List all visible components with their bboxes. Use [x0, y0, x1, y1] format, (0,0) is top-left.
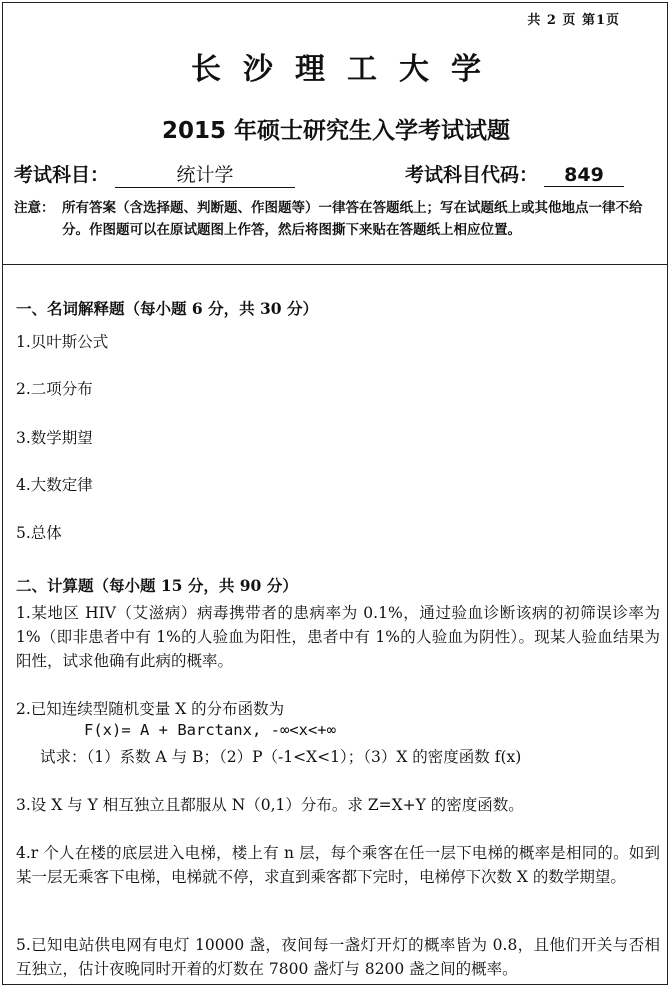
term-item: 1.贝叶斯公式	[16, 333, 109, 351]
term-item: 3.数学期望	[16, 429, 93, 447]
question-2-ask: 试求：（1）系数 A 与 B；（2）P（-1<X<1）；（3）X 的密度函数 f(x)	[40, 748, 522, 766]
subject-label: 考试科目：	[14, 164, 110, 186]
subject-code-row	[405, 160, 624, 187]
question-3: 3.设 X 与 Y 相互独立且都服从 N（0,1）分布。求 Z=X+Y 的密度函数。	[16, 796, 524, 814]
exam-title: 2015 年硕士研究生入学考试试题	[161, 118, 511, 144]
page-count: 共 2 页 第1页	[527, 13, 620, 28]
question-4: 4.r 个人在楼的底层进入电梯，楼上有 n 层，每个乘客在任一层下电梯的概率是相同的。如到某一层无乘客下电梯，电梯就不停，求直到乘客都下完时，电梯停下次数 X 的数学期望。	[16, 844, 660, 886]
question-2-intro: 2.已知连续型随机变量 X 的分布函数为	[16, 700, 285, 718]
page-border	[2, 2, 668, 985]
term-item: 2.二项分布	[16, 380, 93, 398]
notice-text: 所有答案（含选择题、判断题、作图题等）一律答在答题纸上；写在试题纸上或其他地点一律不给分。作图题可以在原试题图上作答，然后将图撕下来贴在答题纸上相应位置。	[62, 200, 643, 238]
section2-title: 二、计算题（每小题 15 分，共 90 分）	[16, 576, 298, 595]
question-5: 5.已知电站供电网有电灯 10000 盏，夜间每一盏灯开灯的概率皆为 0.8，且他们开关与否相互独立，估计夜晚同时开着的灯数在 7800 盏灯与 8200 盏之间的概率。	[16, 936, 660, 978]
subject-name: 统计学	[115, 160, 295, 188]
subject-code: 849	[544, 164, 624, 187]
university-name: 长沙理工大学	[191, 52, 503, 87]
notice-label: 注意：	[14, 200, 55, 216]
question-2-formula: F(x)= A + Barctanx, -∞<x<+∞	[84, 721, 336, 739]
section1-title: 一、名词解释题（每小题 6 分，共 30 分）	[16, 299, 318, 318]
notice	[14, 197, 660, 241]
term-item: 4.大数定律	[16, 476, 93, 494]
subject-code-label: 考试科目代码：	[405, 164, 539, 186]
question-1: 1.某地区 HIV（艾滋病）病毒携带者的患病率为 0.1%，通过验血诊断该病的初筛误诊率为 1%（即非患者中有 1%的人验血为阳性，患者中有 1%的人验血为阴性）。现某人验血结果为阳性，试求他确有此病的概率。	[16, 604, 660, 670]
header-divider	[2, 264, 668, 265]
term-item: 5.总体	[16, 524, 62, 542]
subject-row	[14, 160, 295, 188]
